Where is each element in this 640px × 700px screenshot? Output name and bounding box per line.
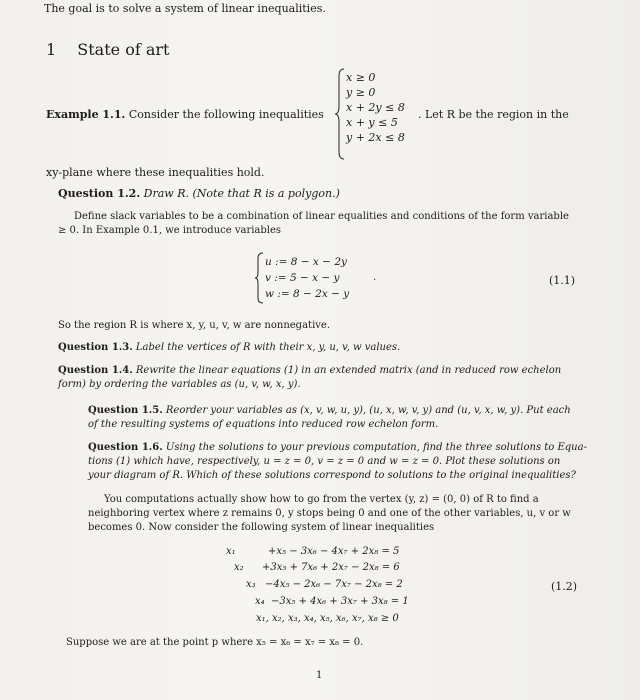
question-label: Question 1.4. bbox=[58, 365, 133, 376]
question-label: Question 1.6. bbox=[88, 442, 163, 453]
region-text: So the region R is where x, y, u, v, w are nonnegative. bbox=[58, 320, 331, 331]
question-label: Question 1.2. bbox=[58, 187, 141, 200]
inequality: x + 2y ≤ 8 bbox=[346, 101, 405, 114]
example-text-before: Consider the following inequalities bbox=[128, 108, 324, 121]
example-label: Example 1.1. bbox=[46, 108, 126, 121]
question-1-4 bbox=[58, 365, 561, 376]
section-title: State of art bbox=[77, 40, 170, 59]
question-1-2 bbox=[58, 187, 340, 200]
slack-equation: v := 5 − x − y bbox=[265, 272, 340, 284]
computations-line-2: neighboring vertex where z remains 0, y stops being 0 and one of the other variables, u, v or w bbox=[88, 508, 571, 519]
system-lead: x₁ bbox=[226, 546, 236, 557]
question-label: Question 1.3. bbox=[58, 342, 133, 353]
system-equation: −4x₅ − 2x₆ − 7x₇ − 2x₈ = 2 bbox=[265, 579, 403, 590]
inequality: y ≥ 0 bbox=[346, 86, 376, 99]
inequalities-list bbox=[346, 70, 405, 145]
equation-number-1-2: (1.2) bbox=[551, 580, 578, 593]
inequality: x + y ≤ 5 bbox=[346, 116, 398, 129]
system-lead: x₄ bbox=[255, 596, 265, 607]
system-nonnegativity: x₁, x₂, x₃, x₄, x₅, x₆, x₇, x₈ ≥ 0 bbox=[256, 613, 399, 624]
example-text-after: . Let R be the region in the bbox=[418, 108, 569, 121]
question-1-4-line-2: form) by ordering the variables as (u, v, w, x, y). bbox=[58, 379, 301, 390]
system-lead: x₂ bbox=[234, 562, 244, 573]
question-1-5 bbox=[88, 405, 571, 416]
inequality: y + 2x ≤ 8 bbox=[346, 131, 405, 144]
section-heading bbox=[46, 40, 169, 59]
question-text: Reorder your variables as (x, v, w, u, y), (u, x, w, v, y) and (u, v, x, w, y). Put each bbox=[165, 405, 571, 416]
question-text: Draw R. (Note that R is a polygon.) bbox=[143, 187, 340, 200]
system-equation: +3x₅ + 7x₆ + 2x₇ − 2x₈ = 6 bbox=[262, 562, 400, 573]
question-1-6-line-3: your diagram of R. Which of these solutions correspond to solutions to the original inequalities? bbox=[88, 470, 576, 481]
slack-line-2: ≥ 0. In Example 0.1, we introduce variables bbox=[58, 225, 282, 236]
slack-equation: u := 8 − x − 2y bbox=[265, 256, 347, 268]
question-1-3 bbox=[58, 342, 400, 353]
page-number: 1 bbox=[316, 670, 323, 681]
question-1-6 bbox=[88, 442, 587, 453]
intro-text: The goal is to solve a system of linear inequalities. bbox=[44, 2, 326, 15]
suppose-text: Suppose we are at the point p where x₅ = x₆ = x₇ = x₈ = 0. bbox=[66, 637, 364, 648]
question-text: Rewrite the linear equations (1) in an extended matrix (and in reduced row echelon bbox=[135, 365, 562, 376]
slack-equation: w := 8 − 2x − y bbox=[265, 288, 350, 300]
system-equation: +x₅ − 3x₆ − 4x₇ + 2x₈ = 5 bbox=[268, 546, 400, 557]
question-1-6-line-2: tions (1) which have, respectively, u = z = 0, v = z = 0 and w = z = 0. Plot these solutions on bbox=[88, 456, 561, 467]
question-text: Using the solutions to your previous computation, find the three solutions to Equa- bbox=[165, 442, 587, 453]
question-1-5-line-2: of the resulting systems of equations into reduced row echelon form. bbox=[88, 419, 439, 430]
inequality: x ≥ 0 bbox=[346, 71, 376, 84]
slack-brace bbox=[254, 252, 264, 304]
computations-line-3: becomes 0. Now consider the following system of linear inequalities bbox=[88, 522, 435, 533]
example-continuation: xy-plane where these inequalities hold. bbox=[46, 166, 265, 179]
example-line bbox=[46, 108, 324, 121]
question-label: Question 1.5. bbox=[88, 405, 163, 416]
slack-equations bbox=[265, 254, 349, 302]
slack-dot: . bbox=[373, 272, 377, 283]
computations-line-1: You computations actually show how to go from the vertex (y, z) = (0, 0) of R to find a bbox=[104, 494, 539, 505]
equation-number-1-1: (1.1) bbox=[549, 274, 576, 287]
slack-line-1: Define slack variables to be a combination of linear equalities and conditions of the form variable bbox=[74, 211, 569, 222]
system-lead: x₃ bbox=[246, 579, 256, 590]
inequalities-brace bbox=[334, 68, 346, 160]
question-text: Label the vertices of R with their x, y, u, v, w values. bbox=[135, 342, 401, 353]
section-number: 1 bbox=[46, 40, 57, 59]
system-equation: −3x₅ + 4x₆ + 3x₇ + 3x₈ = 1 bbox=[271, 596, 409, 607]
